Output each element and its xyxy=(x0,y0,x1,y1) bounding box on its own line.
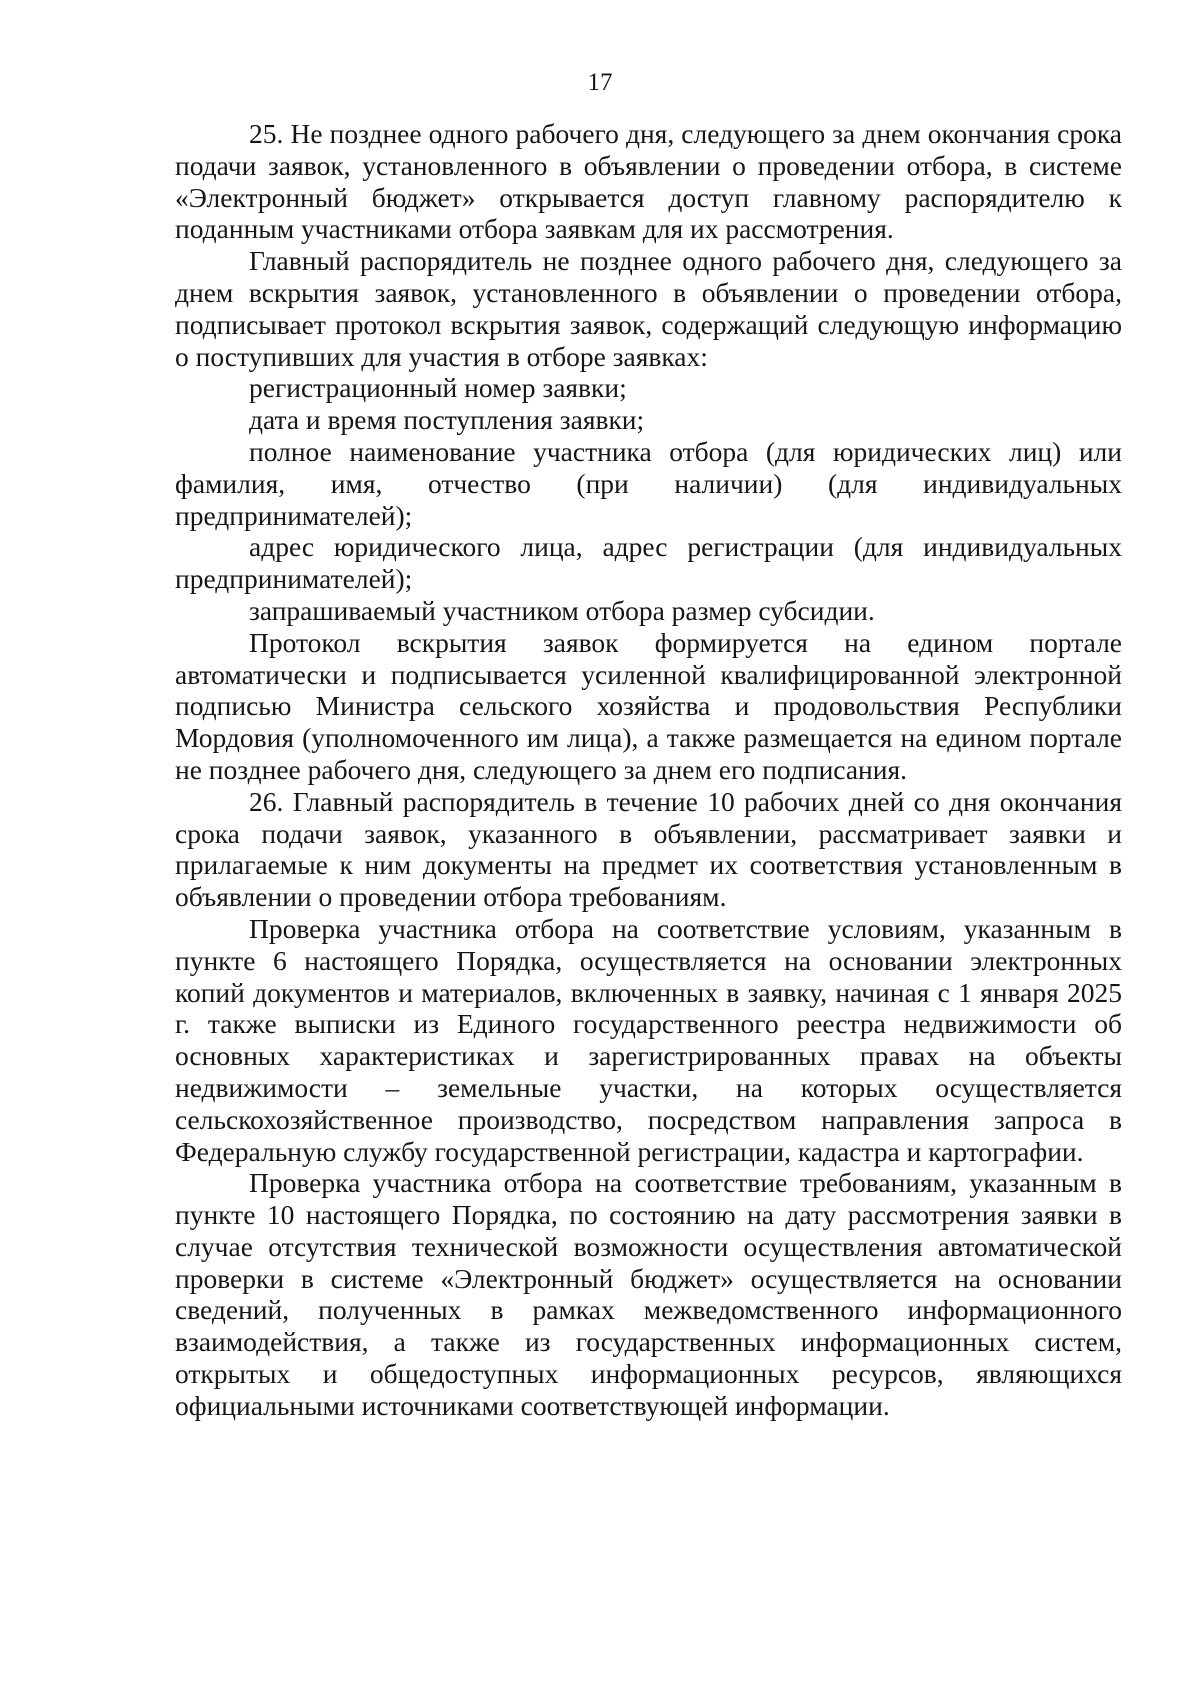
document-body xyxy=(175,118,1122,1422)
list-item-date-time: дата и время поступления заявки; xyxy=(249,404,645,436)
paragraph-opening-protocol: Главный распорядитель не позднее одного рабочего дня, следующего за днем вскрытия заявок, установленного в объявлении о проведении отбора, подписывает протокол вскрытия заявок, содержащий следующую информацию о поступивших для участия в отборе заявках: xyxy=(175,245,1122,372)
list-item-full-name: полное наименование участника отбора (для юридических лиц) или фамилия, имя, отчество (при наличии) (для индивидуальных предпринимателей); xyxy=(175,435,1122,531)
paragraph-protocol-signing: Протокол вскрытия заявок формируется на едином портале автоматически и подписывается усиленной квалифицированной электронной подписью Министра сельского хозяйства и продовольствия Республики Мордовия (уполномоченного им лица), а также размещается на едином портале не позднее рабочего дня, следующего за днем его подписания. xyxy=(175,626,1122,785)
page-number: 17 xyxy=(587,69,613,96)
list-item-subsidy-amount: запрашиваемый участником отбора размер субсидии. xyxy=(249,594,875,626)
paragraph-requirements-check: Проверка участника отбора на соответствие требованиям, указанным в пункте 10 настоящего Порядка, по состоянию на дату рассмотрения заявки в случае отсутствия технической возможности осуществления автоматической проверки в системе «Электронный бюджет» осуществляется на основании сведений, полученных в рамках межведомственного информационного взаимодействия, а также из государственных информационных систем, открытых и общедоступных информационных ресурсов, являющихся официальными источниками соответствующей информации. xyxy=(175,1167,1122,1421)
paragraph-26-review: 26. Главный распорядитель в течение 10 рабочих дней со дня окончания срока подачи заявок, указанного в объявлении, рассматривает заявки и прилагаемые к ним документы на предмет их соответствия установленным в объявлении о проведении отбора требованиям. xyxy=(175,785,1122,913)
paragraph-25-access-to-applications: 25. Не позднее одного рабочего дня, следующего за днем окончания срока подачи заявок, установленного в объявлении о проведении отбора, в системе «Электронный бюджет» открывается доступ главному распорядителю к поданным участниками отбора заявкам для их рассмотрения. xyxy=(175,118,1122,245)
list-item-registration-number: регистрационный номер заявки; xyxy=(249,372,627,404)
paragraph-conditions-check: Проверка участника отбора на соответствие условиям, указанным в пункте 6 настоящего Порядка, осуществляется на основании электронных копий документов и материалов, включенных в заявку, начиная с 1 января 2025 г. также выписки из Единого государственного реестра недвижимости об основных характеристиках и зарегистрированных правах на объекты недвижимости – земельные участки, на которых осуществляется сельскохозяйственное производство, посредством направления запроса в Федеральную службу государственной регистрации, кадастра и картографии. xyxy=(175,912,1122,1167)
list-item-address: адрес юридического лица, адрес регистрации (для индивидуальных предпринимателей); xyxy=(175,531,1122,595)
